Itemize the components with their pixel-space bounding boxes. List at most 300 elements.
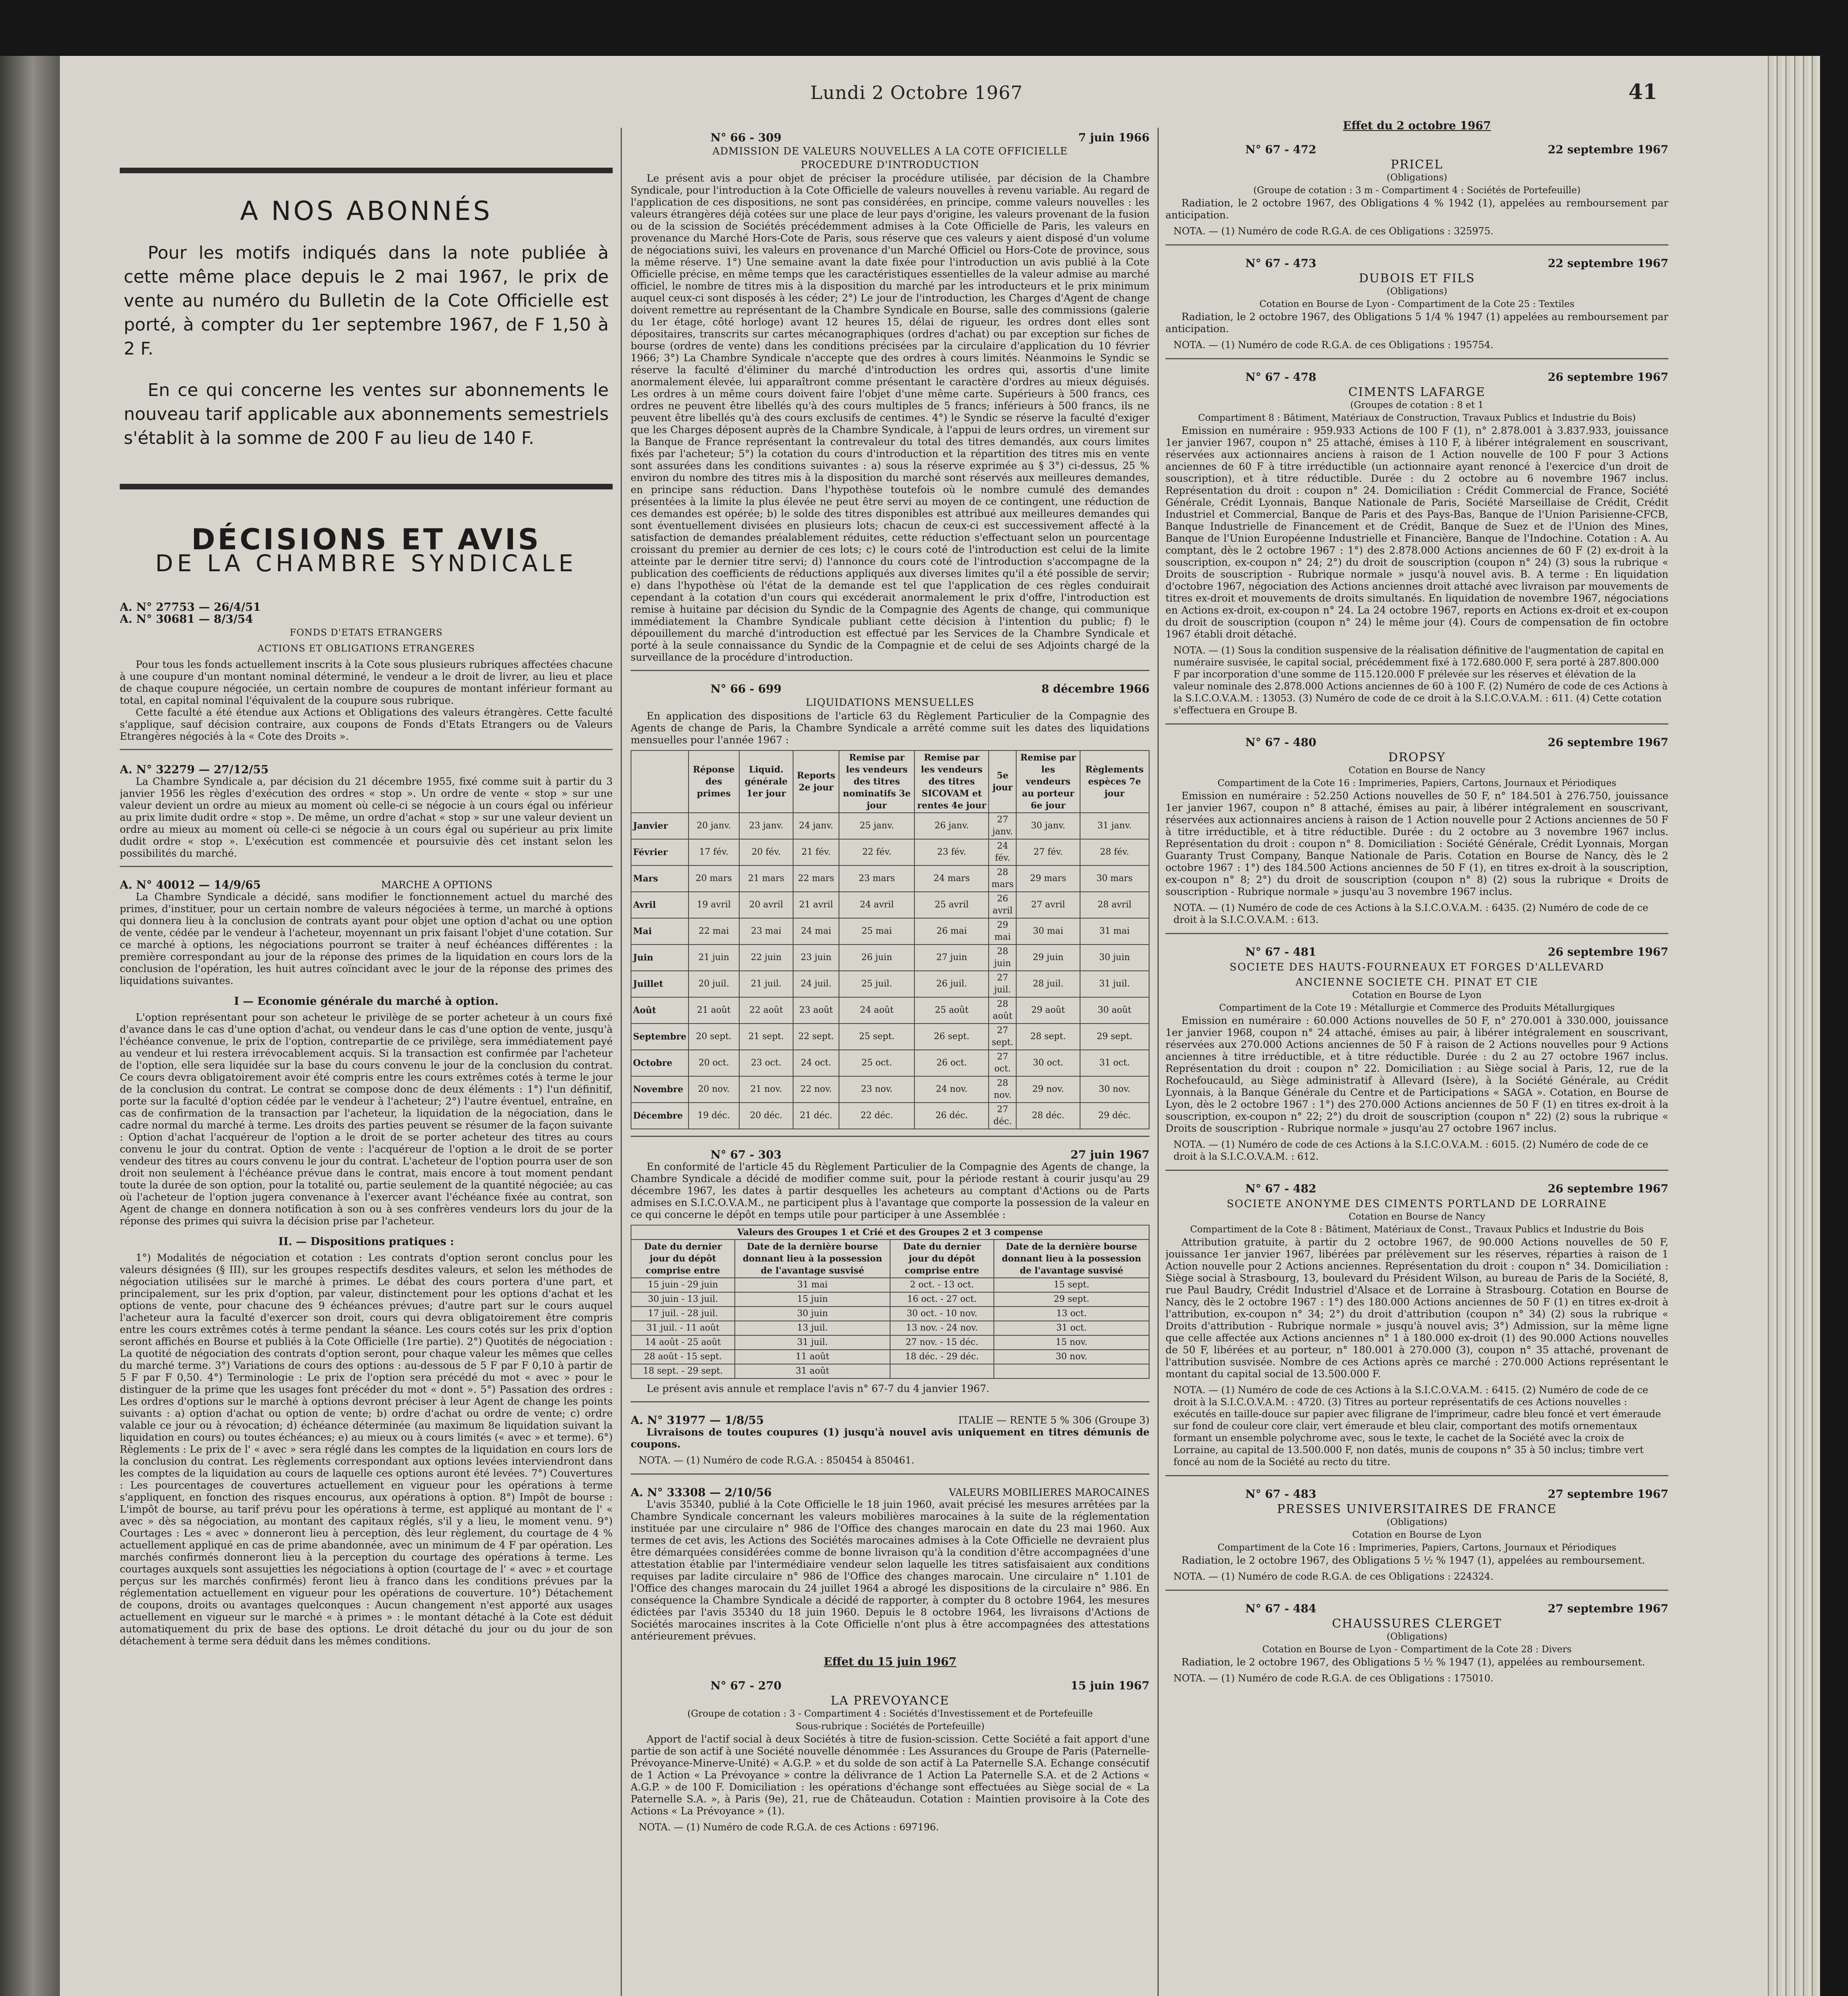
- avis-title: ADMISSION DE VALEURS NOUVELLES A LA COTE OFFICIELLE: [712, 145, 1068, 157]
- avis-number: N° 67 - 480: [1245, 736, 1316, 749]
- table-cell: 31 oct.: [994, 1321, 1149, 1335]
- table-cell: 14 août - 25 août: [631, 1335, 735, 1350]
- column-right: [1165, 120, 1668, 1996]
- table-cell: 30 juin - 13 juil.: [631, 1292, 735, 1307]
- table-cell: 23 janv.: [739, 813, 793, 839]
- cotation-line: Compartiment de la Cote 19 : Métallurgie et Commerce des Produits Métallurgiques: [1219, 1003, 1615, 1013]
- table-cell: 25 juil.: [839, 971, 914, 997]
- avis-title: ITALIE — RENTE 5 % 306 (Groupe 3): [958, 1414, 1150, 1426]
- table-header-cell: Date du dernier jour du dépôt comprise entre: [631, 1240, 735, 1278]
- nota: NOTA. — (1) Sous la condition suspensive de la réalisation définitive de l'augmentation de capital en numéraire susvisée, le capital social, précédemment fixé à 172.680.000 F, sera porté à 287.800.000 F par incorporation d'une somme de 115.120.000 F prélevée sur les réserves et élévation de la valeur nominale des 2.878.000 Actions anciennes de 60 à 100 F. (2) Numéro de code de ces Actions à la S.I.C.O.V.A.M. : 13053. (3) Numéro de code de ce droit à la S.I.C.O.V.A.M. : 611. (4) Cette cotation s'effectuera en Groupe B.: [1173, 645, 1668, 716]
- table-row: [631, 1335, 1149, 1350]
- table-cell: 24 avril: [839, 892, 914, 918]
- avis-header: [1165, 1183, 1668, 1195]
- avis-text: L'option représentant pour son acheteur le privilège de se porter acheteur à un cours fixé d'avance dans le cas d'une option d'achat, ou vendeur dans le cas d'une option de vente, jusqu'à l'échéance convenue, le prix de l'option, contrepartie de ce privilège, sera immédiatement payé au vendeur et lui restera irrévocablement acquis. Si la transaction est confirmée par l'acheteur de l'option, elle sera liquidée sur la base du cours convenu le jour de la conclusion du contrat. Ce cours devra obligatoirement avoir été compris entre les cours extrêmes cotés à terme le jour de la conclusion du contrat. Le contrat se compose donc de deux éléments : 1°) l'un définitif, porte sur la faculté d'option cédée par le vendeur à l'acheteur; 2°) l'autre éventuel, entraîne, en cas de confirmation de la transaction par l'acheteur, la liquidation de la négociation, dans le cadre normal du marché à terme. Les droits des parties peuvent se résumer de la façon suivante : Option d'achat l'acquéreur de l'option a le droit de se porter acheteur des titres au cours convenu le jour du contrat. Option de vente : l'acquéreur de l'option a le droit de se porter vendeur des titres au cours convenu le jour du contrat. L'acheteur de l'option pourra user de son droit non seulement à l'échéance prévue dans le contrat, mais encore à tout moment pendant toute la durée de son option, pour la totalité ou, partie seulement de la quantité négociée; au cas où l'acheteur de l'option jugera convenance à l'exercer avant l'échéance fixée au contrat, son Agent de change en donnera notification à son ou à ses confrères vendeurs lors du jour de la réponse des primes qui suivra la décision prise par l'acheteur.: [120, 1012, 613, 1227]
- issuer-name: SOCIETE ANONYME DES CIMENTS PORTLAND DE LORRAINE: [1227, 1198, 1607, 1210]
- table-cell: 29 déc.: [1080, 1103, 1149, 1129]
- avis-text: Le présent avis a pour objet de préciser la procédure utilisée, par décision de la Chambre Syndicale, pour l'introduction à la Cote Officielle de valeurs nouvelles à revenu variable. Au regard de l'application de ces dispositions, ne sont pas considérées, en principe, comme valeurs nouvelles : les valeurs étrangères déjà cotées sur une place de leur pays d'origine, les valeurs provenant de la fusion ou de la scission de Sociétés précédemment admises à la Cote Officielle de Paris, les valeurs en provenance du Marché Hors-Cote de Paris, sous réserve que ces valeurs y aient disposé d'un volume de négociations suivi, les valeurs en provenance d'un Marché Officiel ou Hors-Cote de province, sous la même réserve. 1°) Une semaine avant la date fixée pour l'introduction un avis publié à la Cote Officielle précise, en même temps que les caractéristiques essentielles de la valeur admise au marché officiel, le nombre de titres mis à la disposition du marché par les introducteurs et le prix minimum auquel ceux-ci sont disposés à les céder; 2°) Le jour de l'introduction, les Charges d'Agent de change doivent remettre au représentant de la Chambre Syndicale en Bourse, salle des commissions (galerie du 1er étage, côté horloge) avant 12 heures 15, délai de rigueur, les ordres dont elles sont dépositaires, transcrits sur cartes mécanographiques (ordres d'achat) ou par exception sur fiches de bourse (ordres de vente) dans les conditions précisées par la circulaire d'application du 10 février 1966; 3°) La Chambre Syndicale n'accepte que des ordres à cours limités. Néanmoins le Syndic se réserve la faculté d'éliminer du marché d'introduction les ordres qui, assortis d'une limite anormalement élevée, lui apparaîtront comme présentant le caractère d'ordres au mieux déguisés. Les ordres à un même cours doivent faire l'objet d'une même carte. Supérieurs à 500 francs, ces ordres ne peuvent être libellés qu'à des cours multiples de 5 francs; inférieurs à 500 francs, ils ne peuvent être libellés qu'à des cours exclusifs de centimes. 4°) le Syndic se réserve la faculté d'exiger que les Charges déposent auprès de la Chambre Syndicale, à l'appui de leurs ordres, un virement sur la Banque de France représentant la contrevaleur du total des titres demandés, aux cours limites fixés par l'acheteur; 5°) la cotation du cours d'introduction et la répartition des titres mis en vente sont assurées dans les conditions suivantes : a) sous la réserve exprimée au § 3°) ci-dessus, 25 % environ du nombre des titres mis à la disposition du marché sont réservés aux meilleures demandes, en principe sans réduction. Dans l'hypothèse toutefois où le nombre cumulé des demandes présentées à la limite la plus élevée ne peut être servi au moyen de ce contingent, une réduction de ces demandes est opérée; b) le solde des titres disponibles est attribué aux meilleures demandes qui sont éventuellement divisées en plusieurs lots; chacun de ceux-ci est successivement affecté à la satisfaction de demandes préalablement réduites, cette réduction s'effectuant selon un pourcentage croissant du premier au dernier de ces lots; c) le cours coté de l'introduction est celui de la limite atteinte par le dernier titre servi; d) l'annonce du cours coté de l'introduction s'accompagne de la publication des coefficients de réductions appliqués aux diverses limites qu'il a été possible de servir; e) dans l'hypothèse où l'état de la demande est tel que l'application de ces règles conduirait cependant à la cotation d'un cours qui excéderait anormalement le prix d'offre, l'introduction est remise à huitaine par décision du Syndic de la Compagnie des Agents de change, qui communique immédiatement la Chambre Syndicale publiant cette décision à l'intention du public; f) le dépouillement du marché d'introduction est effectué par les Services de la Chambre Syndicale et porté à la seule connaissance du Syndic de la Compagnie et de celui de ses Adjoints chargé de la surveillance de la procédure d'introduction.: [631, 172, 1150, 663]
- cotation-line: (Groupe de cotation : 3 m - Compartiment 4 : Sociétés de Portefeuille): [1253, 185, 1581, 196]
- table-header-cell: Règlements espèces 7e jour: [1080, 750, 1149, 813]
- table-row: [631, 813, 1149, 839]
- notice-paragraph: En ce qui concerne les ventes sur abonnements le nouveau tarif applicable aux abonnements semestriels s'établit à la somme de 200 F au lieu de 140 F.: [124, 380, 609, 448]
- issuer-name: PRESSES UNIVERSITAIRES DE FRANCE: [1277, 1502, 1557, 1516]
- table-cell: [994, 1364, 1149, 1378]
- table-row: [631, 945, 1149, 971]
- avis-header: [631, 1680, 1150, 1692]
- table-cell: 27 fév.: [1016, 839, 1080, 865]
- table-header-cell: Date de la dernière bourse donnant lieu à la possession de l'avantage susvisé: [735, 1240, 890, 1278]
- table-cell: 23 juin: [793, 945, 839, 971]
- table-cell: 31 juil. - 11 août: [631, 1321, 735, 1335]
- avis-text: Livraisons de toutes coupures (1) jusqu'à nouvel avis uniquement en titres démunis de coupons.: [631, 1426, 1150, 1450]
- table-cell: 28 sept.: [1016, 1024, 1080, 1050]
- cotation-line: (Groupe de cotation : 3 - Compartiment 4 : Sociétés d'Investissement et de Portefeuille: [687, 1709, 1093, 1719]
- table-cell: 26 juin: [839, 945, 914, 971]
- avis-reference: A. N° 33308 — 2/10/56: [631, 1486, 772, 1499]
- avis-text: Emission en numéraire : 959.933 Actions de 100 F (1), n° 2.878.001 à 3.837.933, jouissance 1er janvier 1967, coupon n° 25 attaché, émises à 110 F, à libérer intégralement en souscrivant, réservées aux actionnaires anciens à raison de 1 Action nouvelle de 100 F pour 3 Actions anciennes de 60 F à titre irréductible (un actionnaire ayant renoncé à l'exercice d'un droit de souscription), et à titre réductible. Durée : du 2 octobre au 6 novembre 1967 inclus. Représentation du droit : coupon n° 24. Domiciliation : Crédit Commercial de France, Société Générale, Crédit Lyonnais, Banque Nationale de Paris, Société Marseillaise de Crédit, Crédit Industriel et Commercial, Banque de Paris et des Pays-Bas, Banque de l'Union Parisienne-CFCB, Banque Industrielle de Financement et de Crédit, Banque de Suez et de l'Union des Mines, Banque de l'Union Européenne Industrielle et Financière, Banque de l'Indochine. Cotation : A. Au comptant, dès le 2 octobre 1967 : 1°) des 2.878.000 Actions anciennes de 60 F (2) ex-droit à la souscription, ex-coupon n° 24; 2°) du droit de souscription (coupon n° 24) (3) sous la rubrique « Droits de souscription - Rubrique normale » jusqu'à nouvel avis. B. A terme : En liquidation d'octobre 1967, négociation des Actions anciennes droit attaché avec livraison par mouvements de titres ex-droit et mouvements de droits simultanés. En liquidation de novembre 1967, négociations en Actions ex-droit, ex-coupon n° 24. La 24 octobre 1967, reports en Actions ex-droit et ex-coupon du droit de souscription (coupon n° 24) le même jour (4). Cours de compensation de fin octobre 1967 établi droit détaché.: [1165, 425, 1668, 640]
- table-cell: 28 avril: [1080, 892, 1149, 918]
- table-cell: 17 juil. - 28 juil.: [631, 1307, 735, 1321]
- table-cell: 29 mars: [1016, 865, 1080, 892]
- avis-number: N° 67 - 478: [1245, 370, 1316, 384]
- avis-header: [1165, 1488, 1668, 1500]
- liquidation-table: [631, 750, 1150, 1129]
- nota: NOTA. — (1) Numéro de code de ces Actions à la S.I.C.O.V.A.M. : 6015. (2) Numéro de code de ce droit à la S.I.C.O.V.A.M. : 612.: [1173, 1139, 1648, 1162]
- table-header-cell: Reports 2e jour: [793, 750, 839, 813]
- table-cell: 24 oct.: [793, 1050, 839, 1076]
- table-cell: 31 août: [735, 1364, 890, 1378]
- table-cell: 26 mai: [914, 918, 989, 945]
- table-row: [631, 892, 1149, 918]
- avis-date: 22 septembre 1967: [1547, 257, 1668, 270]
- cotation-line: Cotation en Bourse de Nancy: [1348, 765, 1486, 776]
- table-cell: 24 nov.: [914, 1076, 989, 1103]
- avis-title: VALEURS MOBILIERES MAROCAINES: [949, 1487, 1150, 1498]
- avis-title: MARCHE A OPTIONS: [381, 879, 493, 891]
- table-cell: 11 août: [735, 1350, 890, 1364]
- table-row: [631, 1278, 1149, 1292]
- table-cell: 27 janv.: [989, 813, 1016, 839]
- previous-page-edge: [0, 56, 60, 1996]
- avis-reference: A. N° 32279 — 27/12/55: [120, 763, 269, 776]
- table-cell: 30 nov.: [1080, 1076, 1149, 1103]
- avis-number: N° 67 - 303: [710, 1148, 782, 1161]
- table-cell: 29 nov.: [1016, 1076, 1080, 1103]
- page-date: Lundi 2 Octobre 1967: [810, 82, 1023, 103]
- column-middle: [631, 120, 1150, 1996]
- table-cell: 28 mars: [989, 865, 1016, 892]
- table-cell: 30 mai: [1016, 918, 1080, 945]
- table-cell: 31 oct.: [1080, 1050, 1149, 1076]
- table-cell: 19 avril: [689, 892, 739, 918]
- table-row: [631, 1364, 1149, 1378]
- table-cell: 18 sept. - 29 sept.: [631, 1364, 735, 1378]
- table-cell: 31 mai: [735, 1278, 890, 1292]
- table-cell: 20 janv.: [689, 813, 739, 839]
- cotation-line: Compartiment de la Cote 8 : Bâtiment, Matériaux de Const., Travaux Publics et Industrie du Bois: [1190, 1224, 1644, 1235]
- table-header-cell: [631, 750, 689, 813]
- table-cell: 28 nov.: [989, 1076, 1016, 1103]
- table-cell: 29 sept.: [1080, 1024, 1149, 1050]
- avis-text: Emission en numéraire : 52.250 Actions nouvelles de 50 F, n° 184.501 à 276.750, jouissance 1er janvier 1967, coupon n° 8 attaché, émises au pair, à libérer intégralement en souscrivant, réservées aux actionnaires anciens à raison de 1 Action nouvelle pour 2 Actions anciennes de 50 F à titre irréductible, et à titre réductible. Durée : du 2 octobre au 3 novembre 1967 inclus. Représentation du droit : coupon n° 8. Domiciliation : Société Générale, Crédit Lyonnais, Morgan Guaranty Trust Company, Banque Nationale de Paris. Cotation en Bourse de Nancy, dès le 2 octobre 1967 : 1°) des 184.500 Actions anciennes de 50 F (1), en titres ex-droit à la souscription, ex-coupon n° 8; 2°) du droit de souscription (coupon n° 8) (2) sous la rubrique « Droits de souscription - Rubrique normale » jusqu'au 3 novembre 1967 inclus.: [1165, 790, 1668, 897]
- table-cell: 24 fév.: [989, 839, 1016, 865]
- avis-number: N° 67 - 270: [710, 1679, 782, 1692]
- column-left: [120, 120, 613, 1996]
- nota: NOTA. — (1) Numéro de code R.G.A. de ces Obligations : 175010.: [1173, 1673, 1494, 1684]
- cotation-line: Cotation en Bourse de Nancy: [1348, 1212, 1486, 1222]
- table-cell: 28 août: [989, 997, 1016, 1024]
- table-row: [631, 1024, 1149, 1050]
- issuer-name: ANCIENNE SOCIETE CH. PINAT ET CIE: [1295, 976, 1539, 988]
- table-cell: Juin: [631, 945, 689, 971]
- avis-header: [1165, 737, 1668, 748]
- table-cell: 31 mai: [1080, 918, 1149, 945]
- issuer-name: CIMENTS LAFARGE: [1348, 385, 1486, 399]
- avis-text: 1°) Modalités de négociation et cotation : Les contrats d'option seront conclus pour les valeurs désignées (§ III), sur les groupes respectifs desdites valeurs, et selon les méthodes de négociation utilisées sur le marché à primes. Le débat des cours portera d'une part, et principalement, sur les prix d'option, par valeur, distinctement pour les options d'achat et les options de vente, pour chacune des 9 échéances prévues; d'autre part sur le cours auquel l'acheteur aura la faculté d'exercer son droit, cours qui devra obligatoirement être compris entre les cours extrêmes cotés à terme pendant la séance. Les cours cotés sur les prix d'option seront affichés en Bourse et publiés à la Cote Officielle (1re partie). 2°) Quotités de négociation : La quotité de négociation des contrats d'option seront, pour chaque valeur les mêmes que celles du marché terme. 3°) Variations de cours des options : au-dessous de 5 F par F 0,10 à partir de 5 F par F 0,50. 4°) Terminologie : Le prix de l'option sera précédé du mot « avec » pour le distinguer de la prime que les usages font précéder du mot « dont ». 5°) Passation des ordres : Les ordres d'options sur le marché à options devront préciser à leur Agent de change les points suivants : a) option d'achat ou option de vente; b) ordre d'achat ou ordre de vente; c) ordre valable ce jour ou à révocation; d) échéance déterminée (au maximum 8e liquidation suivant la liquidation en cours) ou toutes échéances; e) au mieux ou à cours limités (« avec » et terme). 6°) Règlements : Le prix de l' « avec » sera réglé dans les comptes de la liquidation en cours lors de la conclusion du contrat. Les règlements correspondant aux options levées interviendront dans les comptes de la liquidation au cours de laquelle ces options auront été levées. 7°) Couvertures : Les pourcentages de couvertures actuellement en vigueur pour les opérations à terme s'appliquent, en fonction des risques encourus, aux opérations à option. 8°) Impôt de bourse : L'impôt de bourse, au tarif prévu pour les opérations à terme, est appliqué au montant de l' « avec » dès sa négociation, au montant des capitaux réglés, s'il y a lieu, le moment venu. 9°) Courtages : Les « avec » donneront lieu à perception, dès leur règlement, du courtage de 4 % actuellement appliqué en cas de prime abandonnée, avec un minimum de 4 F par opération. Les marchés confirmés donneront lieu à la perception du courtage des opérations à terme. Les courtages auxquels sont assujetties les négociations à option (courtage de l' « avec » et courtage perçus sur les marchés confirmés) feront lieu à franco dans les conditions prévues par la réglementation actuellement en vigueur pour les opérations de couverture. 10°) Détachement de coupons, droits ou avantages quelconques : Aucun changement n'est apporté aux usages actuellement en vigueur sur le marché « à primes » : le montant détaché à la Cote est déduit automatiquement du prix de base des options. Le droit détaché du jour ou du jour de son détachement à terme sera déduit dans les mêmes conditions.: [120, 1252, 613, 1647]
- table-cell: 18 déc. - 29 déc.: [890, 1350, 994, 1364]
- table-cell: 25 janv.: [839, 813, 914, 839]
- table-cell: 30 juin: [1080, 945, 1149, 971]
- table-cell: 22 mars: [793, 865, 839, 892]
- avis-reference: A. N° 31977 — 1/8/55: [631, 1414, 764, 1427]
- effect-heading: Effet du 15 juin 1967: [823, 1655, 957, 1668]
- table-cell: 25 mai: [839, 918, 914, 945]
- avis-text: Radiation, le 2 octobre 1967, des Obligations 5 1/4 % 1947 (1) appelées au remboursement par anticipation.: [1165, 311, 1668, 335]
- cotation-line: Cotation en Bourse de Lyon - Compartiment de la Cote 25 : Textiles: [1259, 299, 1575, 309]
- table-cell: 26 avril: [989, 892, 1016, 918]
- avis-header: [631, 683, 1150, 695]
- table-cell: 26 sept.: [914, 1024, 989, 1050]
- table-cell: Mars: [631, 865, 689, 892]
- table-cell: 29 août: [1016, 997, 1080, 1024]
- avis-header: [1165, 1603, 1668, 1615]
- avis-header: [1165, 257, 1668, 269]
- avis-text: La Chambre Syndicale a décidé, sans modifier le fonctionnement actuel du marché des primes, d'instituer, pour un certain nombre de valeurs négociées à terme, un marché à options qui donnera lieu à la conclusion de contrats ayant pour objet une option d'achat ou une option de vente, cédée par le vendeur à l'acheteur, moyennant un prix faisant l'objet d'une cotation. Sur ce marché à options, les négociations pourront se traiter à neuf échéances différentes : la première correspondant au jour de la réponse des primes de la liquidation en cours lors de la conclusion de l'opération, les huit autres coïncidant avec le jour de la réponse des primes des liquidations suivantes.: [120, 891, 613, 986]
- avis-reference: A. N° 40012 — 14/9/65: [120, 878, 261, 891]
- table-cell: 26 juil.: [914, 971, 989, 997]
- cotation-line: Sous-rubrique : Sociétés de Portefeuille): [795, 1721, 985, 1732]
- table-cell: 15 nov.: [994, 1335, 1149, 1350]
- avis-subtitle: ACTIONS ET OBLIGATIONS ETRANGERES: [257, 644, 475, 654]
- table-row: [631, 1350, 1149, 1364]
- avis-footer: Le présent avis annule et remplace l'avis n° 67-7 du 4 janvier 1967.: [647, 1383, 989, 1394]
- avis-title: FONDS D'ETATS ETRANGERS: [289, 628, 443, 638]
- cotation-line: Compartiment de la Cote 16 : Imprimeries, Papiers, Cartons, Journaux et Périodiques: [1217, 778, 1617, 788]
- nota: NOTA. — (1) Numéro de code de ces Actions à la S.I.C.O.V.A.M. : 6415. (2) Numéro de code de ce droit à la S.I.C.O.V.A.M. : 4720. (3) Titres au porteur représentatifs de ces Actions nouvelles : exécutés en taille-douce sur papier avec filigrane de l'imprimeur, cadre bleu foncé et vert émeraude sur fond de couleur core clair, vert émeraude et bleu clair, comportant des motifs ornementaux formant un ensemble polychrome avec, sous le texte, le cachet de la Société avec la croix de Lorraine, au capital de 13.500.000 F, non datés, munis de coupons n° 35 à 50 inclus; timbre vert foncé au nom de la Société au recto du titre.: [1173, 1384, 1661, 1467]
- cotation-line: Compartiment de la Cote 16 : Imprimeries, Papiers, Cartons, Journaux et Périodiques: [1217, 1543, 1617, 1553]
- avis-reference: A. N° 27753 — 26/4/51: [120, 600, 261, 614]
- avis-text: Radiation, le 2 octobre 1967, des Obligations 5 ½ % 1947 (1), appelées au remboursement.: [1181, 1554, 1645, 1566]
- avis-date: 15 juin 1967: [1070, 1679, 1150, 1692]
- issuer-name: CHAUSSURES CLERGET: [1332, 1617, 1502, 1631]
- issuer-name: LA PREVOYANCE: [831, 1694, 950, 1708]
- avis-title: LIQUIDATIONS MENSUELLES: [805, 697, 975, 708]
- avis-header: [1165, 371, 1668, 383]
- table-row: [631, 1076, 1149, 1103]
- table-cell: 23 mai: [739, 918, 793, 945]
- table-cell: 22 nov.: [793, 1076, 839, 1103]
- issuer-name: SOCIETE DES HAUTS-FOURNEAUX ET FORGES D'ALLEVARD: [1229, 961, 1605, 973]
- table-cell: 27 nov. - 15 déc.: [890, 1335, 994, 1350]
- table-cell: 28 juin: [989, 945, 1016, 971]
- security-kind: (Obligations): [1387, 172, 1447, 183]
- table-cell: 15 juin: [735, 1292, 890, 1307]
- table-cell: 25 sept.: [839, 1024, 914, 1050]
- table-cell: Novembre: [631, 1076, 689, 1103]
- avis-text: Radiation, le 2 octobre 1967, des Obligations 5 ½ % 1947 (1), appelées au remboursement.: [1181, 1656, 1645, 1668]
- issuer-name: DROPSY: [1388, 750, 1446, 764]
- table-cell: 20 nov.: [689, 1076, 739, 1103]
- table-cell: 22 juin: [739, 945, 793, 971]
- effect-heading: Effet du 2 octobre 1967: [1343, 120, 1491, 132]
- table-cell: 21 juil.: [739, 971, 793, 997]
- table-cell: 23 fév.: [914, 839, 989, 865]
- table-cell: 24 mai: [793, 918, 839, 945]
- table-cell: 30 mars: [1080, 865, 1149, 892]
- table-cell: 22 mai: [689, 918, 739, 945]
- table-cell: 21 août: [689, 997, 739, 1024]
- table-cell: 20 fév.: [739, 839, 793, 865]
- avis-text: Attribution gratuite, à partir du 2 octobre 1967, de 90.000 Actions nouvelles de 50 F, jouissance 1er janvier 1967, libérées par prélèvement sur les réserves, réparties à raison de 1 Action nouvelle pour 2 Actions anciennes. Représentation du droit : coupon n° 34. Domiciliation : Siège social à Strasbourg, 13, boulevard du Président Wilson, au bureau de Paris de la Société, 8, rue Paul Baudry, Crédit Industriel d'Alsace et de Lorraine à Strasbourg. Cotation en Bourse de Nancy, dès le 2 octobre 1967 : 1°) des 180.000 Actions anciennes de 50 F (1) en titres ex-droit à l'attribution, ex-coupon n° 34; 2°) du droit d'attribution (coupon n° 34) (2) sous la rubrique « Droits d'attribution - Rubrique normale » jusqu'à nouvel avis; 3°) Admission, sur la même ligne que celle affectée aux Actions anciennes n° 1 à 180.000 ex-droit (1) des 90.000 Actions nouvelles de 50 F, libérées et au porteur, n° 180.001 à 270.000 (3), coupon n° 35 attaché, provenant de l'attribution susvisée. Nombre de ces Actions après ce marché : 270.000 Actions représentant le montant du capital social de 13.500.000 F.: [1165, 1236, 1668, 1380]
- avis-date: 27 septembre 1967: [1547, 1487, 1668, 1501]
- table-cell: 27 juil.: [989, 971, 1016, 997]
- avis-header: [120, 879, 613, 891]
- table-row: [631, 1103, 1149, 1129]
- table-header-cell: Date de la dernière bourse donnant lieu à la possession de l'avantage susvisé: [994, 1240, 1149, 1278]
- subscribers-notice: [120, 168, 613, 489]
- notice-paragraph: Pour les motifs indiqués dans la note publiée à cette même place depuis le 2 mai 1967, le prix de vente au numéro du Bulletin de la Cote Officielle est porté, à compter du 1er septembre 1967, de F 1,50 à 2 F.: [124, 243, 609, 359]
- table-row: [631, 997, 1149, 1024]
- table-cell: 25 août: [914, 997, 989, 1024]
- table-cell: 24 juil.: [793, 971, 839, 997]
- table-cell: 20 déc.: [739, 1103, 793, 1129]
- table-cell: Décembre: [631, 1103, 689, 1129]
- table-cell: 27 avril: [1016, 892, 1080, 918]
- avis-date: 26 septembre 1967: [1547, 736, 1668, 749]
- table-caption: Valeurs des Groupes 1 et Crié et des Groupes 2 et 3 compense: [631, 1225, 1149, 1240]
- table-cell: 26 oct.: [914, 1050, 989, 1076]
- table-cell: 30 oct. - 10 nov.: [890, 1307, 994, 1321]
- table-cell: 13 nov. - 24 nov.: [890, 1321, 994, 1335]
- table-row: [631, 1307, 1149, 1321]
- avis-date: 26 septembre 1967: [1547, 1182, 1668, 1195]
- table-row: [631, 1292, 1149, 1307]
- table-cell: 21 fév.: [793, 839, 839, 865]
- table-row: [631, 865, 1149, 892]
- table-cell: 22 août: [739, 997, 793, 1024]
- table-cell: Avril: [631, 892, 689, 918]
- avis-header: [631, 1149, 1150, 1161]
- table-header-cell: Liquid. générale 1er jour: [739, 750, 793, 813]
- subsection-title: I — Economie générale du marché à option.: [234, 995, 499, 1008]
- avis-text: Cette faculté a été étendue aux Actions et Obligations des valeurs étrangères. Cette faculté s'applique, sauf décision contraire, aux coupons de Fonds d'Etats Etrangers ou de Valeurs Etrangères négociés à la « Cote des Droits ».: [120, 707, 613, 742]
- security-kind: (Obligations): [1387, 1517, 1447, 1527]
- table-cell: 29 mai: [989, 918, 1016, 945]
- table-cell: Août: [631, 997, 689, 1024]
- section-title: DÉCISIONS ET AVIS: [191, 523, 541, 556]
- table-cell: 13 oct.: [994, 1307, 1149, 1321]
- table-cell: 30 juin: [735, 1307, 890, 1321]
- cotation-line: Cotation en Bourse de Lyon: [1352, 990, 1482, 1000]
- avis-text: En application des dispositions de l'article 63 du Règlement Particulier de la Compagnie des Agents de change de Paris, la Chambre Syndicale a arrêté comme suit les dates des liquidations mensuelles pour l'année 1967 :: [631, 710, 1150, 746]
- avis-date: 27 septembre 1967: [1547, 1602, 1668, 1615]
- avis-number: N° 67 - 482: [1245, 1182, 1316, 1195]
- avis-text: La Chambre Syndicale a, par décision du 21 décembre 1955, fixé comme suit à partir du 3 janvier 1956 les règles d'exécution des ordres « stop ». Un ordre de vente « stop » sur une valeur devient un ordre au mieux au moment où celle-ci se négocie à un cours égal ou inférieur au prix limite dudit ordre « stop ». De même, un ordre d'achat « stop » sur une valeur devient un ordre au mieux au moment où celle-ci se négocie à un cours égal ou supérieur au prix limite dudit ordre « stop ». L'exécution est commencée et poursuivie dès cet instant selon les possibilités du marché.: [120, 776, 613, 859]
- table-cell: 20 sept.: [689, 1024, 739, 1050]
- table-cell: 17 fév.: [689, 839, 739, 865]
- page-stack-edge: [1764, 56, 1820, 1996]
- nota: NOTA. — (1) Numéro de code de ces Actions à la S.I.C.O.V.A.M. : 6435. (2) Numéro de code de ce droit à la S.I.C.O.V.A.M. : 613.: [1173, 902, 1648, 925]
- avis-header: [1165, 144, 1668, 156]
- table-cell: Juillet: [631, 971, 689, 997]
- avis-date: 7 juin 1966: [1078, 131, 1150, 144]
- avis-text: Apport de l'actif social à deux Sociétés à titre de fusion-scission. Cette Société a fait apport d'une partie de son actif à une Société nouvelle dénommée : Les Assurances du Groupe de Paris (Paternelle-Prévoyance-Minerve-Unité) « A.G.P. » et du solde de son actif à La Paternelle S.A. Echange consécutif de 1 Action « La Prévoyance » contre la délivrance de 1 Action La Paternelle S.A. et de 2 Actions « A.G.P. » de 100 F. Domiciliation : les opérations d'échange sont effectuées au Siège social de « La Paternelle S.A. », à Paris (9e), 21, rue de Châteaudun. Cotation : Maintien provisoire à la Cote des Actions « La Prévoyance » (1).: [631, 1733, 1150, 1817]
- issuer-name: DUBOIS ET FILS: [1359, 271, 1475, 285]
- table-cell: 16 oct. - 27 oct.: [890, 1292, 994, 1307]
- avis-header: [1165, 946, 1668, 958]
- table-cell: Octobre: [631, 1050, 689, 1076]
- table-row: [631, 839, 1149, 865]
- table-cell: 29 sept.: [994, 1292, 1149, 1307]
- table-cell: 31 juil.: [1080, 971, 1149, 997]
- table-cell: 21 déc.: [793, 1103, 839, 1129]
- nota: NOTA. — (1) Numéro de code R.G.A. de ces Obligations : 325975.: [1173, 226, 1494, 237]
- avis-number: N° 67 - 473: [1245, 257, 1316, 270]
- table-header-cell: 5e jour: [989, 750, 1016, 813]
- table-cell: 21 mars: [739, 865, 793, 892]
- column-rule: [621, 128, 622, 1996]
- table-cell: 31 juil.: [735, 1335, 890, 1350]
- issuer-name: PRICEL: [1391, 158, 1443, 172]
- table-cell: 24 mars: [914, 865, 989, 892]
- avis-date: 26 septembre 1967: [1547, 370, 1668, 384]
- table-cell: 27 juin: [914, 945, 989, 971]
- table-cell: 26 janv.: [914, 813, 989, 839]
- table-cell: 20 oct.: [689, 1050, 739, 1076]
- notice-title: A NOS ABONNÉS: [240, 196, 493, 226]
- security-kind: (Obligations): [1387, 1632, 1447, 1642]
- nota: NOTA. — (1) Numéro de code R.G.A. : 850454 à 850461.: [639, 1455, 914, 1466]
- table-cell: 25 avril: [914, 892, 989, 918]
- groups-table: [631, 1225, 1150, 1379]
- table-cell: 21 sept.: [739, 1024, 793, 1050]
- table-cell: 22 fév.: [839, 839, 914, 865]
- avis-subtitle: PROCEDURE D'INTRODUCTION: [801, 159, 979, 170]
- table-row: [631, 971, 1149, 997]
- table-cell: 21 juin: [689, 945, 739, 971]
- table-cell: 28 juil.: [1016, 971, 1080, 997]
- table-cell: 20 mars: [689, 865, 739, 892]
- avis-text: L'avis 35340, publié à la Cote Officielle le 18 juin 1960, avait précisé les mesures arrêtées par la Chambre Syndicale concernant les valeurs mobilières marocaines à la suite de la réglementation instituée par une circulaire n° 986 de l'Office des changes marocain en date du 23 mai 1960. Aux termes de cet avis, les Actions des Sociétés marocaines admises à la Cote Officielle ne devraient plus être démarquées considérées comme de bonne livraison qu'à la condition d'être accompagnées d'une attestation établie par l'intermédiaire vendeur selon laquelle les titres satisfaisaient aux conditions requises par ladite circulaire n° 986 de l'Office des changes marocain. Une circulaire n° 1.101 de l'Office des changes marocain du 24 juillet 1964 a abrogé les dispositions de la circulaire n° 986. En conséquence la Chambre Syndicale a décidé de rapporter, à compter du 8 octobre 1964, les mesures édictées par l'avis 35340 du 18 juin 1960. Depuis le 8 octobre 1964, les livraisons d'Actions de Sociétés marocaines inscrites à la Cote Officielle n'ont plus à être accompagnées des attestations antérieurement prévues.: [631, 1499, 1150, 1642]
- avis-text: En conformité de l'article 45 du Règlement Particulier de la Compagnie des Agents de change, la Chambre Syndicale a décidé de modifier comme suit, pour la période restant à courir jusqu'au 29 décembre 1967, les dates à partir desquelles les acheteurs au comptant d'Actions ou de Parts admises en S.I.C.O.V.A.M., ne participent plus à l'avantage que comporte la possession de la valeur en ce qui concerne le dépôt en temps utile pour participer à une Assemblée :: [631, 1161, 1150, 1220]
- avis-header: [631, 1487, 1150, 1499]
- table-row: [631, 1321, 1149, 1335]
- table-cell: 31 janv.: [1080, 813, 1149, 839]
- table-cell: 21 avril: [793, 892, 839, 918]
- avis-number: N° 66 - 309: [710, 131, 782, 144]
- nota: NOTA. — (1) Numéro de code R.G.A. de ces Obligations : 224324.: [1173, 1571, 1494, 1582]
- table-cell: 23 nov.: [839, 1076, 914, 1103]
- cotation-line: Cotation en Bourse de Lyon: [1352, 1530, 1482, 1540]
- avis-header: [631, 132, 1150, 144]
- table-cell: 23 oct.: [739, 1050, 793, 1076]
- table-cell: 23 mars: [839, 865, 914, 892]
- table-cell: [890, 1364, 994, 1378]
- avis-number: N° 67 - 472: [1245, 143, 1316, 156]
- table-cell: 27 déc.: [989, 1103, 1016, 1129]
- table-cell: 30 août: [1080, 997, 1149, 1024]
- table-cell: 20 avril: [739, 892, 793, 918]
- table-header-cell: Remise par les vendeurs au porteur 6e jour: [1016, 750, 1080, 813]
- table-row: [631, 918, 1149, 945]
- table-header-row: [631, 1240, 1149, 1278]
- section-subtitle: DE LA CHAMBRE SYNDICALE: [155, 550, 578, 577]
- cotation-line: Cotation en Bourse de Lyon - Compartiment de la Cote 28 : Divers: [1262, 1644, 1572, 1655]
- table-cell: 28 fév.: [1080, 839, 1149, 865]
- nota: NOTA. — (1) Numéro de code R.G.A. de ces Obligations : 195754.: [1173, 339, 1494, 350]
- table-cell: 25 oct.: [839, 1050, 914, 1076]
- table-cell: Janvier: [631, 813, 689, 839]
- table-header-cell: Remise par les vendeurs des titres nominatifs 3e jour: [839, 750, 914, 813]
- table-cell: 24 janv.: [793, 813, 839, 839]
- avis-text: Radiation, le 2 octobre 1967, des Obligations 4 % 1942 (1), appelées au remboursement par anticipation.: [1165, 197, 1668, 221]
- avis-header: [631, 1414, 1150, 1426]
- avis-date: 26 septembre 1967: [1547, 945, 1668, 958]
- table-cell: 30 nov.: [994, 1350, 1149, 1364]
- avis-number: N° 67 - 483: [1245, 1487, 1316, 1501]
- table-header-cell: Remise par les vendeurs des titres SICOVAM et rentes 4e jour: [914, 750, 989, 813]
- avis-reference: A. N° 30681 — 8/3/54: [120, 612, 253, 626]
- avis-date: 27 juin 1967: [1070, 1148, 1150, 1161]
- table-cell: 30 oct.: [1016, 1050, 1080, 1076]
- table-cell: 24 août: [839, 997, 914, 1024]
- avis-number: N° 67 - 481: [1245, 945, 1316, 958]
- table-cell: 28 août - 15 sept.: [631, 1350, 735, 1364]
- avis-date: 8 décembre 1966: [1041, 682, 1150, 695]
- avis-date: 22 septembre 1967: [1547, 143, 1668, 156]
- table-cell: 29 juin: [1016, 945, 1080, 971]
- table-cell: 19 déc.: [689, 1103, 739, 1129]
- page-number: 41: [1628, 80, 1658, 104]
- table-cell: Mai: [631, 918, 689, 945]
- table-header-cell: Réponse des primes: [689, 750, 739, 813]
- table-cell: Septembre: [631, 1024, 689, 1050]
- subsection-title: II. — Dispositions pratiques :: [278, 1236, 454, 1248]
- table-cell: 15 juin - 29 juin: [631, 1278, 735, 1292]
- nota: NOTA. — (1) Numéro de code R.G.A. de ces Actions : 697196.: [639, 1822, 939, 1833]
- table-cell: 30 janv.: [1016, 813, 1080, 839]
- table-header-cell: Date du dernier jour du dépôt comprise entre: [890, 1240, 994, 1278]
- avis-number: N° 67 - 484: [1245, 1602, 1316, 1615]
- table-cell: 26 déc.: [914, 1103, 989, 1129]
- table-cell: 22 déc.: [839, 1103, 914, 1129]
- table-cell: 20 juil.: [689, 971, 739, 997]
- table-header-row: [631, 750, 1149, 813]
- table-cell: 15 sept.: [994, 1278, 1149, 1292]
- table-cell: 21 nov.: [739, 1076, 793, 1103]
- cotation-line: Compartiment 8 : Bâtiment, Matériaux de Construction, Travaux Publics et Industrie du Bois): [1198, 413, 1636, 423]
- table-cell: Février: [631, 839, 689, 865]
- avis-text: Pour tous les fonds actuellement inscrits à la Cote sous plusieurs rubriques affectées chacune à une coupure d'un montant nominal déterminé, le vendeur a le droit de livrer, au lieu et place de chaque coupure négociée, un certain nombre de coupures de montant inférieur formant au total, en capital nominal l'équivalent de la coupure sous rubrique.: [120, 659, 613, 706]
- table-cell: 27 sept.: [989, 1024, 1016, 1050]
- avis-number: N° 66 - 699: [710, 682, 782, 695]
- security-kind: (Obligations): [1387, 286, 1447, 297]
- table-cell: 22 sept.: [793, 1024, 839, 1050]
- table-cell: 2 oct. - 13 oct.: [890, 1278, 994, 1292]
- table-cell: 13 juil.: [735, 1321, 890, 1335]
- cotation-line: (Groupes de cotation : 8 et 1: [1350, 400, 1484, 410]
- table-cell: 23 août: [793, 997, 839, 1024]
